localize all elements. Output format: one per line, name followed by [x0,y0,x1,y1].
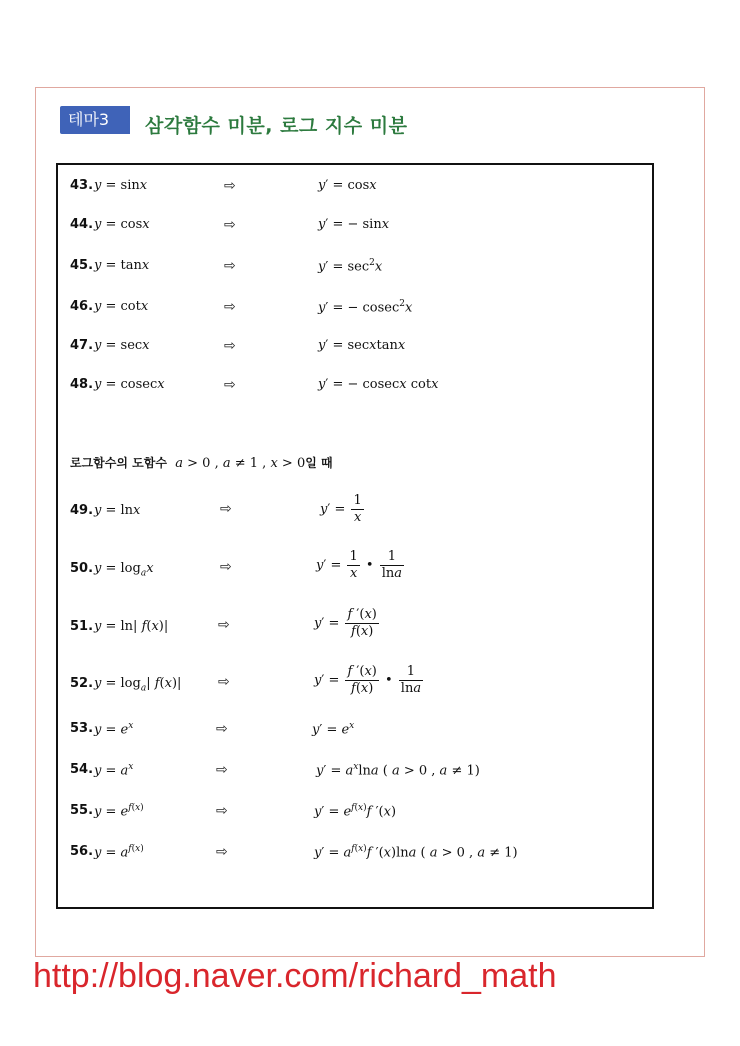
formula-lhs: $y = e^x$ [94,721,134,738]
formula-row [58,803,656,843]
formula-row [58,721,656,761]
formula-rhs: $y' = e^{f(x)}f$ ′(x) [314,803,397,820]
formula-lhs: y = ln| f(x)| [94,619,169,634]
formula-rhs: y′ = $\frac{1}{x}$ • $\frac{1}{\ln a}$ [316,549,402,581]
formula-rhs: y′ = cosx [318,178,377,193]
formula-row [58,547,656,591]
formula-lhs: $y = a^{f(x)}$ [94,844,144,861]
footer-url: http://blog.naver.com/richard_math [33,957,557,995]
formula-rhs: y′ = − cosecx cotx [318,377,439,392]
formula-lhs: y = lnx [94,503,141,518]
formula-row [58,377,656,417]
formula-box [56,163,654,909]
implies-arrow-icon: ⇨ [218,617,230,633]
formula-number: 44. [70,217,94,232]
implies-arrow-icon: ⇨ [216,844,228,860]
formula-number: 54. [70,762,94,777]
formula-row [58,178,656,218]
implies-arrow-icon: ⇨ [224,377,236,393]
formula-row [58,258,656,298]
formula-lhs: $y = \log_a|$ f(x)| [94,676,182,694]
formula-rhs: y′ = − cosec$^2$x [318,299,413,316]
formula-number: 56. [70,844,94,859]
formula-lhs: y = cosx [94,217,150,232]
implies-arrow-icon: ⇨ [220,559,232,575]
formula-rhs: $y' = e^x$ [312,721,355,738]
implies-arrow-icon: ⇨ [224,258,236,274]
page-title: 삼각함수 미분, 로그 지수 미분 [145,115,408,137]
formula-number: 53. [70,721,94,736]
formula-number: 50. [70,561,94,576]
formula-number: 52. [70,676,94,691]
log-note-suffix: 일 때 [305,456,333,470]
formula-row [58,338,656,378]
formula-number: 43. [70,178,94,193]
implies-arrow-icon: ⇨ [218,674,230,690]
formula-lhs: y = sinx [94,178,148,193]
formula-number: 46. [70,299,94,314]
formula-number: 48. [70,377,94,392]
formula-lhs: y = tanx [94,258,150,273]
implies-arrow-icon: ⇨ [216,803,228,819]
formula-rhs: $y' = a^x\ln a$ ( a > 0 , a ≠ 1) [316,762,480,779]
formula-rhs: y′ = secxtanx [318,338,406,353]
formula-number: 45. [70,258,94,273]
formula-number: 51. [70,619,94,634]
log-note [70,454,333,471]
formula-row [58,217,656,257]
formula-number: 49. [70,503,94,518]
implies-arrow-icon: ⇨ [216,762,228,778]
implies-arrow-icon: ⇨ [224,299,236,315]
implies-arrow-icon: ⇨ [216,721,228,737]
formula-row [58,662,656,706]
log-note-condition: a > 0 , a ≠ 1 , x > 0 [175,456,306,471]
formula-rhs: y′ = $\frac{f '(x)}{f(x)}$ • $\frac{1}{\ln a}$ [314,664,422,696]
formula-lhs: y = secx [94,338,150,353]
formula-row [58,491,656,535]
formula-rhs: y′ = $\frac{1}{x}$ [320,493,362,525]
formula-number: 47. [70,338,94,353]
implies-arrow-icon: ⇨ [220,501,232,517]
log-note-prefix: 로그함수의 도함수 [70,456,167,470]
formula-row [58,762,656,802]
formula-rhs: y′ = − sinx [318,217,390,232]
formula-lhs: y = cotx [94,299,149,314]
formula-lhs: $y = a^x$ [94,762,134,779]
implies-arrow-icon: ⇨ [224,217,236,233]
formula-lhs: $y = e^{f(x)}$ [94,803,144,820]
implies-arrow-icon: ⇨ [224,178,236,194]
formula-row [58,299,656,339]
formula-rhs: y′ = $\frac{f '(x)}{f(x)}$ [314,607,377,639]
theme-badge: 테마3 [60,106,130,134]
formula-number: 55. [70,803,94,818]
formula-rhs: $y' = a^{f(x)}f$ ′(x)lna ( a > 0 , a ≠ 1) [314,844,518,861]
formula-row [58,605,656,649]
formula-rhs: $y' = \sec^2x$ [318,258,383,275]
formula-row [58,844,656,884]
formula-lhs: $y = \log_ax$ [94,561,154,579]
implies-arrow-icon: ⇨ [224,338,236,354]
formula-lhs: y = cosecx [94,377,165,392]
